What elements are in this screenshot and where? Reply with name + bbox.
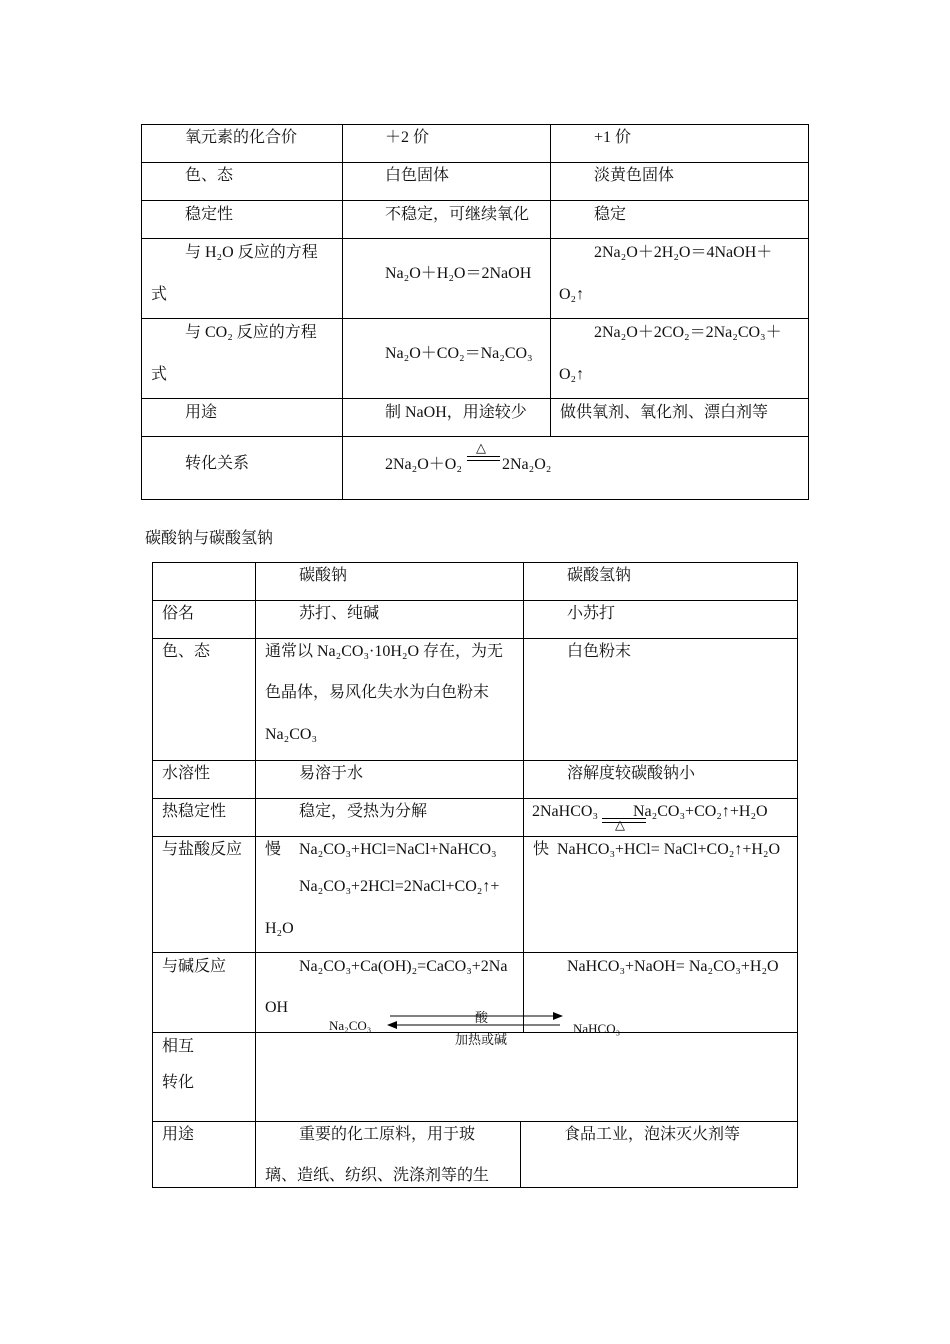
row-label: 与 CO₂ 反应的方程 <box>185 324 317 341</box>
na2co3-value-cont: 色晶体，易风化失水为白色粉末 <box>265 684 490 701</box>
row-label: 俗名 <box>162 605 195 622</box>
na2co3-value: 易溶于水 <box>299 765 364 782</box>
na2o-value: 制 NaOH，用途较少 <box>385 404 527 421</box>
column-header-sodium-carbonate: 碳酸钠 <box>299 567 348 584</box>
table-border <box>152 760 798 761</box>
table-border <box>141 436 809 437</box>
table-border <box>152 798 798 799</box>
table-border <box>152 1121 798 1122</box>
na2o2-equation-cont: O₂↑ <box>559 366 585 383</box>
table-border <box>152 562 798 563</box>
table-border <box>141 200 809 201</box>
condition-heat: △ <box>476 440 486 455</box>
table-border <box>152 638 798 639</box>
na2co3-value: 通常以 Na₂CO₃·10H₂O 存在，为无 <box>265 643 504 660</box>
na2o-value: 白色固体 <box>385 167 450 184</box>
condition-heat: △ <box>615 817 625 832</box>
na2o2-value: 稳定 <box>594 206 627 223</box>
nahco3-equation: NaHCO₃+HCl= NaCl+CO₂↑+H₂O <box>557 841 781 858</box>
na2co3-value-cont: Na₂CO₃ <box>265 726 318 743</box>
row-label: 相互 <box>162 1038 195 1055</box>
rate-slow: 慢 <box>265 841 282 858</box>
na2co3-value: 重要的化工原料，用于玻 <box>299 1126 476 1143</box>
table-border <box>797 562 798 1188</box>
na2co3-equation: Na₂CO₃+2HCl=2NaCl+CO₂↑+ <box>299 878 500 895</box>
table-border <box>152 836 798 837</box>
table-border <box>808 124 809 500</box>
equals-sign <box>467 456 500 457</box>
table-border <box>141 124 809 125</box>
na2o-equation: Na₂O＋CO₂＝Na₂CO₃ <box>385 345 533 362</box>
na2co3-equation: Na₂CO₃+Ca(OH)₂=CaCO₃+2Na <box>299 958 508 975</box>
equals-sign <box>467 460 500 461</box>
row-label: 与 H₂O 反应的方程 <box>185 244 318 261</box>
row-label-cont: 式 <box>151 366 168 383</box>
na2o-value: 不稳定，可继续氧化 <box>385 206 530 223</box>
na2o2-value: 淡黄色固体 <box>594 167 675 184</box>
na2co3-equation-cont: H₂O <box>265 920 294 937</box>
row-label: 色、态 <box>185 167 234 184</box>
na2o-equation: Na₂O＋H₂O＝2NaOH <box>385 265 532 282</box>
table-border <box>152 1187 798 1188</box>
conversion-arrows <box>385 1010 565 1032</box>
row-label-cont: 转化 <box>162 1074 195 1091</box>
table-border <box>255 562 256 1188</box>
row-label: 与碱反应 <box>162 958 227 975</box>
row-label: 氧元素的化合价 <box>185 129 298 146</box>
condition-heat-or-base: 加热或碱 <box>455 1032 508 1047</box>
na2o2-equation: 2Na₂O＋2CO₂＝2Na₂CO₃＋ <box>594 324 782 341</box>
na2o-value: ＋2 价 <box>385 129 430 146</box>
conversion-right: NaHCO₃ <box>573 1021 621 1036</box>
nahco3-equation: NaHCO₃+NaOH= Na₂CO₃+H₂O <box>567 958 779 975</box>
decomposition-left: 2NaHCO₃ <box>532 803 599 820</box>
table-border <box>550 124 551 437</box>
na2co3-equation: Na₂CO₃+HCl=NaCl+NaHCO₃ <box>299 841 497 858</box>
nahco3-value: 溶解度较碳酸钠小 <box>567 765 696 782</box>
row-label: 用途 <box>185 404 218 421</box>
row-label: 与盐酸反应 <box>162 841 243 858</box>
na2o2-value: +1 价 <box>594 129 632 146</box>
na2co3-value: 苏打、纯碱 <box>299 605 380 622</box>
table-border <box>523 562 524 1033</box>
table-border <box>141 398 809 399</box>
row-label: 热稳定性 <box>162 803 227 820</box>
nahco3-value: 食品工业，泡沫灭火剂等 <box>564 1126 741 1143</box>
equation-left: 2Na₂O＋O₂ <box>385 456 462 473</box>
na2o2-equation: 2Na₂O＋2H₂O＝4NaOH＋ <box>594 244 773 261</box>
table-border <box>141 318 809 319</box>
na2co3-equation-cont: OH <box>265 999 289 1016</box>
table-border <box>342 124 343 500</box>
row-label: 用途 <box>162 1126 195 1143</box>
conversion-left: Na₂CO₃ <box>329 1018 372 1033</box>
table-border <box>141 162 809 163</box>
row-label: 色、态 <box>162 643 211 660</box>
table-border <box>152 562 153 1188</box>
condition-acid: 酸 <box>475 1010 489 1025</box>
table-border <box>520 1121 521 1188</box>
row-label: 转化关系 <box>185 455 250 472</box>
nahco3-value: 白色粉末 <box>567 643 632 660</box>
row-label: 稳定性 <box>185 206 234 223</box>
column-header-sodium-bicarbonate: 碳酸氢钠 <box>567 567 632 584</box>
rate-fast: 快 <box>533 841 550 858</box>
equation-right: 2Na₂O₂ <box>502 456 552 473</box>
section-title: 碳酸钠与碳酸氢钠 <box>145 530 274 547</box>
na2o2-value: 做供氧剂、氧化剂、漂白剂等 <box>560 404 769 421</box>
na2co3-value-cont: 璃、造纸、纺织、洗涤剂等的生 <box>265 1167 490 1184</box>
row-label-cont: 式 <box>151 286 168 303</box>
nahco3-value: 小苏打 <box>567 605 616 622</box>
table-border <box>152 600 798 601</box>
decomposition-right: Na₂CO₃+CO₂↑+H₂O <box>633 803 768 820</box>
table-border <box>141 499 809 500</box>
table-border <box>152 952 798 953</box>
na2o2-equation-cont: O₂↑ <box>559 286 585 303</box>
row-label: 水溶性 <box>162 765 211 782</box>
na2co3-value: 稳定，受热为分解 <box>299 803 428 820</box>
table-border <box>141 124 142 500</box>
table-border <box>141 238 809 239</box>
